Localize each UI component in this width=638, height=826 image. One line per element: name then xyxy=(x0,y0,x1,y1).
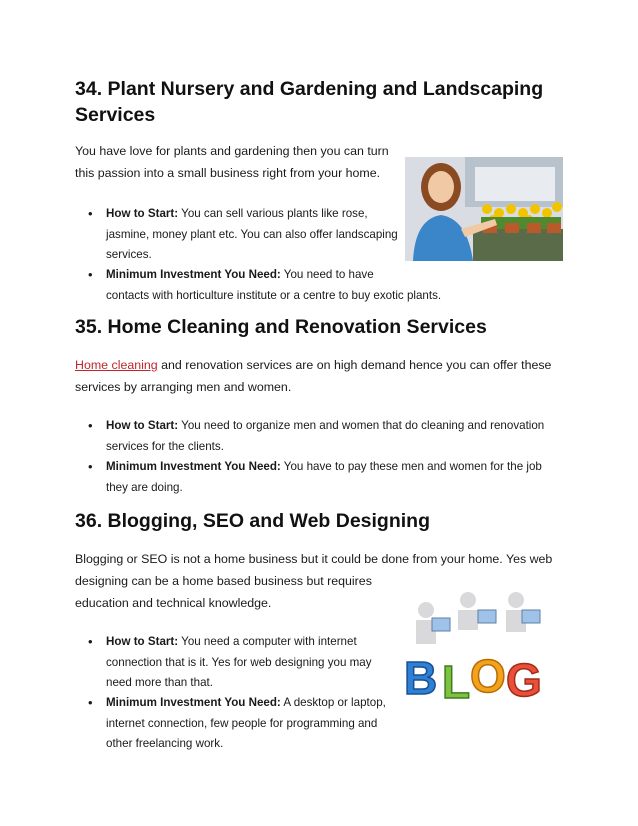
section-35-b1-text: You need to organize men and women that do cleaning and renovation xyxy=(178,419,545,432)
section-35-b2-label: Minimum Investment You Need: xyxy=(106,460,281,473)
section-34-b1-text: You can sell various plants like rose, xyxy=(178,207,368,220)
section-36-b1-text: You need a computer with internet xyxy=(178,635,357,648)
section-34-b2-line2: contacts with horticulture institute or a centre to buy exotic plants. xyxy=(106,288,442,302)
section-34-intro xyxy=(75,140,389,184)
bullet-icon: • xyxy=(88,695,93,710)
section-35-bullet-how-to-start xyxy=(106,416,544,457)
section-36-bullet-investment xyxy=(106,693,386,755)
section-36-bullet-how-to-start xyxy=(106,632,372,694)
bullet-icon: • xyxy=(88,634,93,649)
section-34-b1-label: How to Start: xyxy=(106,207,179,220)
section-34-title xyxy=(75,76,555,128)
blog-letter-o: O xyxy=(470,650,506,702)
section-34-b2-label: Minimum Investment You Need: xyxy=(106,268,281,281)
section-34-bullet-how-to-start xyxy=(106,204,398,266)
section-36-b2-line3: other freelancing work. xyxy=(106,737,224,750)
section-36-intro-line1: Blogging or SEO is not a home business but it could be done from your home. Yes web xyxy=(75,552,553,566)
section-36-b1-line3: need more than that. xyxy=(106,676,213,689)
blog-letter-l: L xyxy=(442,656,471,708)
section-36-intro-line2: designing can be a home based business but requires xyxy=(75,574,372,588)
section-36-intro-line3: education and technical knowledge. xyxy=(75,596,272,610)
section-36-b2-label: Minimum Investment You Need: xyxy=(106,696,281,709)
section-34-intro-line1: You have love for plants and gardening then you can turn xyxy=(75,144,389,158)
section-34-title-line2: Services xyxy=(75,104,156,126)
section-35-b1-label: How to Start: xyxy=(106,419,179,432)
section-36-b1-line2: connection that is it. Yes for web designing you may xyxy=(106,655,372,669)
section-34-b1-line3: services. xyxy=(106,248,152,261)
section-36-b1-label: How to Start: xyxy=(106,635,179,648)
section-35-intro xyxy=(75,354,551,398)
section-35-b2-line2: they are doing. xyxy=(106,480,183,494)
section-36-b2-text: A desktop or laptop, xyxy=(280,696,386,709)
section-36-title: 36. Blogging, SEO and Web Designing xyxy=(75,510,430,532)
bullet-icon: • xyxy=(88,267,93,282)
section-34-intro-line2: this passion into a small business right from your home. xyxy=(75,166,381,180)
section-34-title-line1: 34. Plant Nursery and Gardening and Landscaping xyxy=(75,78,544,100)
home-cleaning-link[interactable]: Home cleaning xyxy=(75,358,158,372)
section-36-b2-line2: internet connection, few people for programming and xyxy=(106,716,378,730)
section-35-intro-text: and renovation services are on high demand hence you can offer these xyxy=(157,358,552,372)
section-34-b2-text: You need to have xyxy=(280,268,374,281)
section-35-bullet-investment xyxy=(106,457,542,498)
woman-with-plants-photo xyxy=(405,157,563,261)
section-35-title: 35. Home Cleaning and Renovation Services xyxy=(75,316,487,338)
section-35-b1-line2: services for the clients. xyxy=(106,439,224,453)
bullet-icon: • xyxy=(88,459,93,474)
bullet-icon: • xyxy=(88,206,93,221)
blog-letter-b: B xyxy=(404,652,438,704)
section-35-b2-text: You have to pay these men and women for the job xyxy=(280,460,542,473)
blog-illustration xyxy=(398,586,548,710)
section-34-bullet-investment xyxy=(106,265,441,306)
blog-letter-g: G xyxy=(506,654,542,706)
bullet-icon: • xyxy=(88,418,93,433)
section-34-b1-line2: jasmine, money plant etc. You can also offer landscaping xyxy=(106,227,398,241)
section-35-intro-line2: services by arranging men and women. xyxy=(75,380,292,394)
